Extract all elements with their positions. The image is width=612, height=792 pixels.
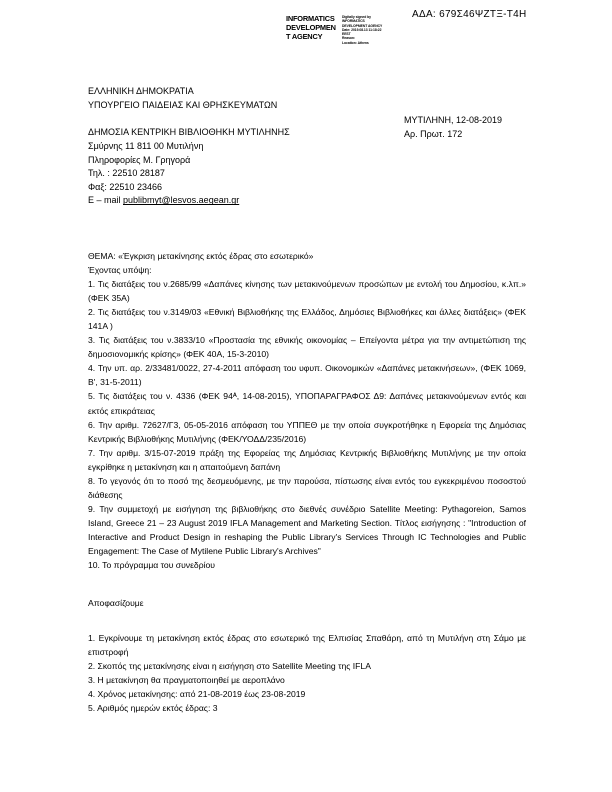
stamp-logo-line-3: T AGENCY — [286, 32, 323, 42]
clause-7: 7. Την αριθμ. 3/15-07-2019 πράξη της Εφορείας της Δημόσιας Κεντρικής Βιβλιοθήκης Μυτιλήνης με την οποία εγκρίθηκε η μετακίνηση και η απαιτούμενη δαπάνη — [88, 447, 526, 472]
signature-line-5: EEST — [342, 32, 351, 37]
contact-address: Σμύρνης 11 811 00 Μυτιλήνη — [88, 141, 204, 151]
contact-email-row — [88, 194, 239, 208]
decision-item-1: 1. Εγκρίνουμε τη μετακίνηση εκτός έδρας στο εσωτερικό της Ελπισίας Σπαθάρη, από τη Μυτιλήνη στη Σάμο με επιστροφή — [88, 633, 526, 658]
organization-name: ΔΗΜΟΣΙΑ ΚΕΝΤΡΙΚΗ ΒΙΒΛΙΟΘΗΚΗ ΜΥΤΙΛΗΝΗΣ — [88, 127, 290, 137]
clause-3: 3. Τις διατάξεις του ν.3833/10 «Προστασία της εθνικής οικονομίας – Επείγοντα μέτρα για την αντιμετώπιση της δημοσιονομικής κρίσης» (ΦΕΚ 40Α, 15-3-2010) — [88, 335, 526, 360]
ada-code: ΑΔΑ: 679Σ46ΨΖΤΞ-Τ4Η — [412, 9, 527, 20]
clause-5: 5. Τις διατάξεις του ν. 4336 (ΦΕΚ 94ᴬ, 14-08-2015), ΥΠΟΠΑΡΑΓΡΑΦΟΣ Δ9: Δαπάνες μετακινούμενων εντός και εκτός επικράτειας — [88, 391, 526, 416]
decision-section — [88, 596, 526, 715]
signature-line-7: Location: Athens — [342, 40, 369, 45]
protocol-number: Αρ. Πρωτ. 172 — [404, 129, 463, 139]
stamp-logo-line-1: INFORMATICS — [286, 14, 335, 23]
decision-heading: Αποφασίζουμε — [88, 598, 144, 608]
preamble-line: Έχοντας υπόψη: — [88, 265, 152, 276]
email-label: E – mail — [88, 195, 124, 206]
decision-item-3: 3. Η μετακίνηση θα πραγματοποιηθεί με αεροπλάνο — [88, 675, 285, 686]
signature-line-1: Digitally signed by — [342, 15, 372, 19]
informatics-development-agency-logo — [286, 14, 338, 42]
date-protocol-block — [404, 113, 502, 141]
signature-line-2: INFORMATICS — [342, 19, 365, 24]
stamp-logo-line-2: DEVELOPMEN — [286, 23, 336, 33]
decision-item-4: 4. Χρόνος μετακίνησης: από 21-08-2019 έως 23-08-2019 — [88, 689, 306, 700]
email-link[interactable]: publibmyt@lesvos.aegean.gr — [123, 195, 240, 206]
letterhead — [88, 85, 277, 112]
decision-spacer — [88, 610, 526, 631]
clause-6: 6. Την αριθμ. 72627/Γ3, 05-05-2016 απόφαση του ΥΠΠΕΘ με την οποία συγκροτήθηκε η Εφορεία της Δημόσιας Κεντρικής Βιβλιοθήκης Μυτιλήνης (ΦΕΚ/ΥΟΔΔ/235/2016) — [88, 419, 526, 444]
clause-9: 9. Την συμμετοχή με εισήγηση της βιβλιοθήκης στο διεθνές συνέδριο Satellite Meeting: Pythagoreion, Samos Island, Greece 21 – 23 August 2019 IFLA Management and Marketing Section. Τίτλος εισήγησης : "Introduction of Interactive and Product Design in reshaping the Public Library's Services Through IC Technologies and Public Engagement: The Case of Mytilene Public Library's Archives" — [88, 503, 526, 556]
digital-signature-stamp — [286, 14, 382, 45]
contact-phone: Τηλ. : 22510 28187 — [88, 168, 165, 179]
clause-10: 10. Το πρόγραμμα του συνεδρίου — [88, 560, 215, 571]
contact-info: Πληροφορίες Μ. Γρηγορά — [88, 154, 191, 165]
letterhead-republic: ΕΛΛΗΝΙΚΗ ΔΗΜΟΚΡΑΤΙΑ — [88, 86, 194, 96]
subject-line: ΘΕΜΑ: «Έγκριση μετακίνησης εκτός έδρας στο εσωτερικό» — [88, 251, 314, 261]
letterhead-ministry: ΥΠΟΥΡΓΕΙΟ ΠΑΙΔΕΙΑΣ ΚΑΙ ΘΡΗΣΚΕΥΜΑΤΩΝ — [88, 99, 278, 110]
clause-1: 1. Τις διατάξεις του ν.2685/99 «Δαπάνες κίνησης των μετακινούμενων προσώπων με εντολή του Δημοσίου, κ.λπ.» (ΦΕΚ 35Α) — [88, 279, 526, 304]
contact-details — [88, 140, 239, 208]
signature-line-4: Date: 2019.08.13 11:18:22 — [342, 27, 382, 32]
signature-details — [342, 14, 382, 45]
contact-fax: Φαξ: 22510 23466 — [88, 181, 162, 192]
decision-item-2: 2. Σκοπός της μετακίνησης είναι η εισήγηση στο Satellite Meeting της IFLA — [88, 661, 371, 672]
clause-4: 4. Την υπ. αρ. 2/33481/0022, 27-4-2011 απόφαση του υφυπ. Οικονομικών «Δαπάνες μετακινήσεων», (ΦΕΚ 1069, Β', 31-5-2011) — [88, 363, 526, 388]
signature-line-6: Reason: — [342, 36, 356, 41]
decision-item-5: 5. Αριθμός ημερών εκτός έδρας: 3 — [88, 703, 218, 714]
place-and-date: ΜΥΤΙΛΗΝΗ, 12-08-2019 — [404, 115, 503, 125]
document-body — [88, 249, 526, 572]
clause-8: 8. Το γεγονός ότι το ποσό της δεσμευόμενης, με την παρούσα, πίστωσης είναι εντός του εγκεκριμένου ποσοστού διάθεσης — [88, 475, 526, 500]
signature-line-3: DEVELOPMENT AGENCY — [342, 23, 383, 28]
clause-2: 2. Τις διατάξεις του ν.3149/03 «Εθνική Βιβλιοθήκης της Ελλάδος, Δημόσιες Βιβλιοθήκες και άλλες διατάξεις» (ΦΕΚ 141Α ) — [88, 307, 526, 332]
